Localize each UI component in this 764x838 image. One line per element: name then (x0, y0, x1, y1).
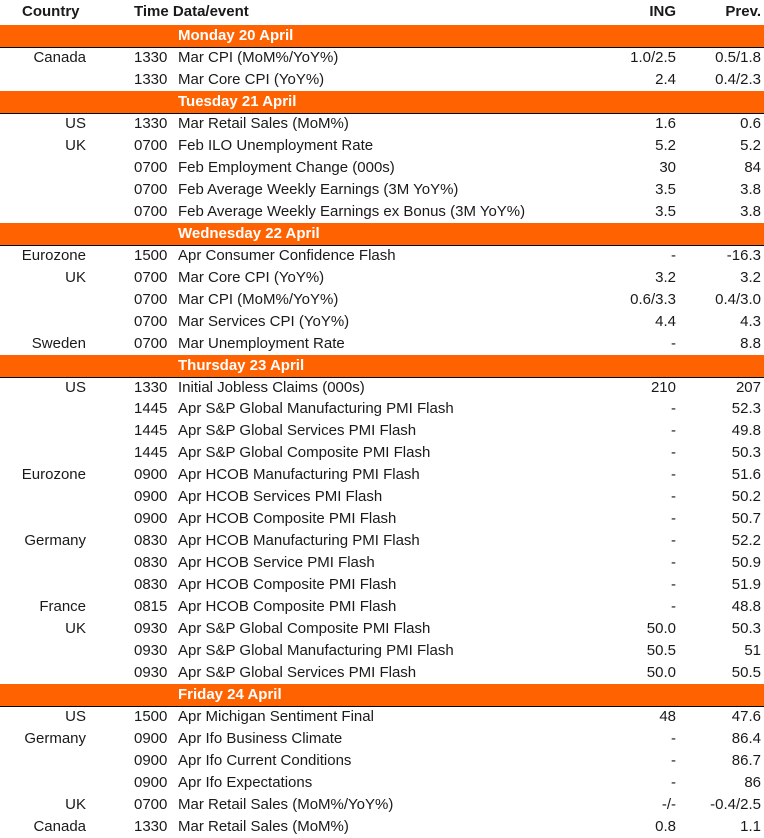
ing-forecast-cell: 3.5 (655, 202, 676, 220)
previous-value-cell: 50.3 (731, 444, 761, 462)
previous-value-cell: 50.5 (731, 664, 761, 682)
ing-forecast-cell: 1.0/2.5 (630, 48, 676, 66)
table-row (0, 486, 764, 508)
day-header-row (0, 223, 764, 245)
event-cell: Apr S&P Global Manufacturing PMI Flash (178, 400, 454, 418)
ing-forecast-cell: - (671, 510, 676, 528)
previous-value-cell: 0.4/2.3 (715, 70, 761, 88)
table-row (0, 267, 764, 289)
time-cell: 0900 (134, 510, 168, 528)
table-row (0, 552, 764, 574)
time-cell: 0900 (134, 730, 168, 748)
previous-value-cell: 3.2 (740, 268, 761, 286)
event-cell: Feb Average Weekly Earnings (3M YoY%) (178, 180, 459, 198)
table-row (0, 508, 764, 530)
event-cell: Feb ILO Unemployment Rate (178, 136, 374, 154)
event-cell: Mar Retail Sales (MoM%) (178, 114, 349, 132)
day-label: Thursday 23 April (178, 356, 305, 374)
table-row (0, 377, 764, 399)
ing-forecast-cell: 0.8 (655, 817, 676, 835)
table-row (0, 47, 764, 69)
day-label: Friday 24 April (178, 686, 282, 704)
event-cell: Feb Average Weekly Earnings ex Bonus (3M YoY%) (178, 202, 526, 220)
ing-forecast-cell: 50.0 (646, 664, 676, 682)
event-cell: Feb Employment Change (000s) (178, 158, 395, 176)
table-row (0, 245, 764, 267)
header-country: Country (22, 3, 80, 20)
previous-value-cell: -0.4/2.5 (710, 795, 761, 813)
time-cell: 0900 (134, 488, 168, 506)
previous-value-cell: 4.3 (740, 312, 761, 330)
table-row (0, 750, 764, 772)
table-row (0, 728, 764, 750)
previous-value-cell: 5.2 (740, 136, 761, 154)
table-header (0, 0, 764, 26)
previous-value-cell: 207 (735, 378, 761, 396)
time-cell: 1330 (134, 378, 168, 396)
ing-forecast-cell: 0.6/3.3 (630, 290, 676, 308)
previous-value-cell: 50.3 (731, 620, 761, 638)
event-cell: Apr S&P Global Manufacturing PMI Flash (178, 642, 454, 660)
previous-value-cell: 48.8 (731, 598, 761, 616)
header-prev: Prev. (725, 3, 761, 20)
time-cell: 1445 (134, 444, 168, 462)
country-cell: US (65, 114, 86, 132)
time-cell: 1330 (134, 48, 168, 66)
ing-forecast-cell: - (671, 488, 676, 506)
event-cell: Apr S&P Global Composite PMI Flash (178, 620, 431, 638)
event-cell: Apr Consumer Confidence Flash (178, 246, 396, 264)
event-cell: Mar Unemployment Rate (178, 334, 345, 352)
event-cell: Mar Core CPI (YoY%) (178, 268, 325, 286)
previous-value-cell: 51 (744, 642, 761, 660)
previous-value-cell: 49.8 (731, 422, 761, 440)
time-cell: 0900 (134, 466, 168, 484)
event-cell: Apr Ifo Expectations (178, 773, 313, 791)
previous-value-cell: 47.6 (731, 708, 761, 726)
previous-value-cell: 8.8 (740, 334, 761, 352)
previous-value-cell: 0.6 (740, 114, 761, 132)
country-cell: US (65, 378, 86, 396)
time-cell: 0700 (134, 202, 168, 220)
day-header-row (0, 91, 764, 113)
time-cell: 0700 (134, 795, 168, 813)
day-header-row (0, 25, 764, 47)
event-cell: Mar Retail Sales (MoM%) (178, 817, 349, 835)
header-time-event: Time Data/event (134, 3, 249, 20)
previous-value-cell: 50.9 (731, 554, 761, 572)
table-row (0, 398, 764, 420)
country-cell: UK (65, 136, 86, 154)
country-cell: Sweden (31, 334, 86, 352)
previous-value-cell: 52.3 (731, 400, 761, 418)
event-cell: Apr HCOB Services PMI Flash (178, 488, 383, 506)
ing-forecast-cell: 1.6 (655, 114, 676, 132)
header-ing: ING (649, 3, 676, 20)
country-cell: UK (65, 795, 86, 813)
time-cell: 0930 (134, 664, 168, 682)
table-row (0, 201, 764, 223)
country-cell: Eurozone (21, 466, 86, 484)
country-cell: UK (65, 268, 86, 286)
table-row (0, 640, 764, 662)
time-cell: 0700 (134, 312, 168, 330)
ing-forecast-cell: 50.0 (646, 620, 676, 638)
event-cell: Mar Core CPI (YoY%) (178, 70, 325, 88)
ing-forecast-cell: 50.5 (646, 642, 676, 660)
table-row (0, 135, 764, 157)
time-cell: 0830 (134, 532, 168, 550)
country-cell: France (39, 598, 86, 616)
table-row (0, 289, 764, 311)
time-cell: 1330 (134, 114, 168, 132)
event-cell: Mar CPI (MoM%/YoY%) (178, 290, 339, 308)
ing-forecast-cell: - (671, 246, 676, 264)
time-cell: 0815 (134, 598, 168, 616)
previous-value-cell: 84 (744, 158, 761, 176)
previous-value-cell: 0.5/1.8 (715, 48, 761, 66)
event-cell: Apr HCOB Manufacturing PMI Flash (178, 532, 420, 550)
table-row (0, 179, 764, 201)
previous-value-cell: 51.9 (731, 576, 761, 594)
previous-value-cell: 50.2 (731, 488, 761, 506)
table-row (0, 772, 764, 794)
time-cell: 0700 (134, 158, 168, 176)
ing-forecast-cell: 2.4 (655, 70, 676, 88)
event-cell: Apr HCOB Composite PMI Flash (178, 576, 397, 594)
event-cell: Apr Michigan Sentiment Final (178, 708, 374, 726)
time-cell: 0830 (134, 554, 168, 572)
table-row (0, 530, 764, 552)
ing-forecast-cell: 3.2 (655, 268, 676, 286)
ing-forecast-cell: 30 (659, 158, 676, 176)
previous-value-cell: 86 (744, 773, 761, 791)
event-cell: Mar CPI (MoM%/YoY%) (178, 48, 339, 66)
previous-value-cell: 3.8 (740, 202, 761, 220)
country-cell: Canada (33, 48, 86, 66)
event-cell: Apr S&P Global Composite PMI Flash (178, 444, 431, 462)
ing-forecast-cell: - (671, 576, 676, 594)
time-cell: 1445 (134, 422, 168, 440)
day-header-row (0, 355, 764, 377)
ing-forecast-cell: - (671, 334, 676, 352)
table-row (0, 574, 764, 596)
event-cell: Initial Jobless Claims (000s) (178, 378, 365, 396)
table-row (0, 420, 764, 442)
table-row (0, 596, 764, 618)
table-row (0, 464, 764, 486)
ing-forecast-cell: - (671, 730, 676, 748)
ing-forecast-cell: 4.4 (655, 312, 676, 330)
event-cell: Apr HCOB Composite PMI Flash (178, 598, 397, 616)
ing-forecast-cell: - (671, 532, 676, 550)
time-cell: 0700 (134, 180, 168, 198)
time-cell: 0700 (134, 268, 168, 286)
day-header-row (0, 684, 764, 706)
ing-forecast-cell: - (671, 554, 676, 572)
ing-forecast-cell: 3.5 (655, 180, 676, 198)
country-cell: Eurozone (21, 246, 86, 264)
table-row (0, 816, 764, 838)
previous-value-cell: 51.6 (731, 466, 761, 484)
ing-forecast-cell: - (671, 773, 676, 791)
previous-value-cell: 50.7 (731, 510, 761, 528)
event-cell: Apr S&P Global Services PMI Flash (178, 422, 417, 440)
ing-forecast-cell: - (671, 598, 676, 616)
ing-forecast-cell: -/- (661, 795, 676, 813)
previous-value-cell: 86.4 (731, 730, 761, 748)
time-cell: 0900 (134, 752, 168, 769)
table-row (0, 618, 764, 640)
country-cell: US (65, 708, 86, 726)
time-cell: 0700 (134, 334, 168, 352)
previous-value-cell: -16.3 (726, 246, 761, 264)
event-cell: Apr Ifo Current Conditions (178, 752, 352, 769)
time-cell: 1445 (134, 400, 168, 418)
country-cell: Canada (33, 817, 86, 835)
table-row (0, 442, 764, 464)
event-cell: Apr HCOB Manufacturing PMI Flash (178, 466, 420, 484)
previous-value-cell: 0.4/3.0 (715, 290, 761, 308)
previous-value-cell: 86.7 (731, 752, 761, 769)
table-row (0, 794, 764, 816)
previous-value-cell: 1.1 (740, 817, 761, 835)
table-row (0, 113, 764, 135)
ing-forecast-cell: - (671, 422, 676, 440)
ing-forecast-cell: 210 (650, 378, 676, 396)
time-cell: 0930 (134, 620, 168, 638)
country-cell: UK (65, 620, 86, 638)
ing-forecast-cell: - (671, 752, 676, 769)
ing-forecast-cell: - (671, 444, 676, 462)
day-label: Tuesday 21 April (178, 92, 297, 110)
previous-value-cell: 52.2 (731, 532, 761, 550)
day-label: Wednesday 22 April (178, 224, 320, 242)
ing-forecast-cell: - (671, 400, 676, 418)
ing-forecast-cell: 48 (659, 708, 676, 726)
table-row (0, 706, 764, 728)
time-cell: 0900 (134, 773, 168, 791)
time-cell: 0930 (134, 642, 168, 660)
event-cell: Mar Services CPI (YoY%) (178, 312, 350, 330)
event-cell: Apr HCOB Service PMI Flash (178, 554, 375, 572)
country-cell: Germany (24, 532, 86, 550)
table-row (0, 333, 764, 355)
event-cell: Mar Retail Sales (MoM%/YoY%) (178, 795, 394, 813)
table-row (0, 69, 764, 91)
country-cell: Germany (24, 730, 86, 748)
time-cell: 1500 (134, 708, 168, 726)
time-cell: 1500 (134, 246, 168, 264)
event-cell: Apr S&P Global Services PMI Flash (178, 664, 417, 682)
day-label: Monday 20 April (178, 27, 294, 44)
time-cell: 0700 (134, 290, 168, 308)
table-row (0, 662, 764, 684)
time-cell: 0700 (134, 136, 168, 154)
event-cell: Apr Ifo Business Climate (178, 730, 343, 748)
ing-forecast-cell: - (671, 466, 676, 484)
time-cell: 1330 (134, 817, 168, 835)
ing-forecast-cell: 5.2 (655, 136, 676, 154)
table-row (0, 311, 764, 333)
previous-value-cell: 3.8 (740, 180, 761, 198)
event-cell: Apr HCOB Composite PMI Flash (178, 510, 397, 528)
time-cell: 0830 (134, 576, 168, 594)
time-cell: 1330 (134, 70, 168, 88)
table-row (0, 157, 764, 179)
